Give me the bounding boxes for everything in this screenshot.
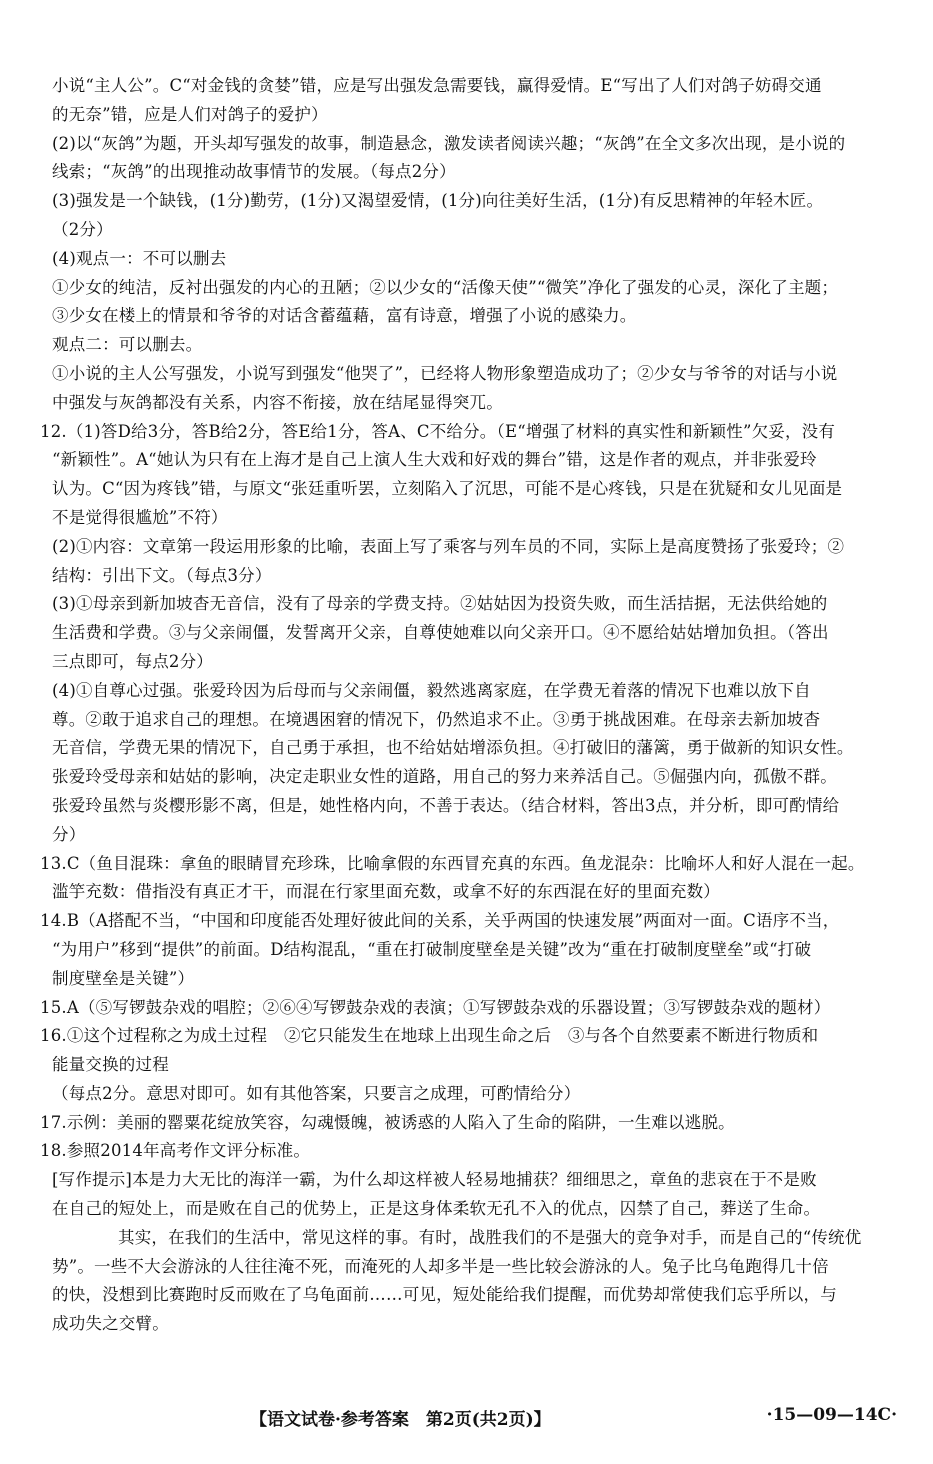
- text-line: 分）: [52, 824, 86, 844]
- text-line: （每点2分。意思对即可。如有其他答案，只要言之成理，可酌情给分）: [52, 1083, 581, 1103]
- text-line: 三点即可，每点2分）: [52, 651, 213, 671]
- text-line: 无音信，学费无果的情况下，自己勇于承担，也不给姑姑增添负担。④打破旧的藩篱，勇于做新的知识女性。: [52, 738, 854, 758]
- text-line: 势”。一些不大会游泳的人往往淹不死，而淹死的人却多半是一些比较会游泳的人。兔子比乌龟跑得几十倍: [52, 1256, 829, 1276]
- text-line: 尊。②敢于追求自己的理想。在境遇困窘的情况下，仍然追求不止。③勇于挑战困难。在母亲去新加坡杳: [52, 709, 821, 729]
- text-line: (2)①内容：文章第一段运用形象的比喻，表面上写了乘客与列车员的不同，实际上是高度赞扬了张爱玲；②: [52, 536, 845, 556]
- footer-code: ·15—09—14C·: [766, 1405, 897, 1425]
- text-line: 的无奈”错，应是人们对鸽子的爱护）: [52, 104, 328, 124]
- text-line: 成功失之交臂。: [52, 1314, 169, 1334]
- text-line: 中强发与灰鸽都没有关系，内容不衔接，放在结尾显得突兀。: [52, 392, 503, 412]
- text-line: 18.参照2014年高考作文评分标准。: [40, 1141, 311, 1161]
- text-line: 制度壁垒是关键”）: [52, 968, 195, 988]
- text-line: (2)以“灰鸽”为题，开头却写强发的故事，制造悬念，激发读者阅读兴趣；“灰鸽”在全文多次出现，是小说的: [52, 133, 846, 153]
- text-line: ①小说的主人公写强发，小说写到强发“他哭了”，已经将人物形象塑造成功了；②少女与爷爷的对话与小说: [52, 363, 838, 383]
- text-line: 13.C（鱼目混珠：拿鱼的眼睛冒充珍珠，比喻拿假的东西冒充真的东西。鱼龙混杂：比喻坏人和好人混在一起。: [40, 853, 865, 873]
- text-line: 认为。C“因为疼钱”错，与原文“张廷重听罢，立刻陷入了沉思，可能不是心疼钱，只是在犹疑和女儿见面是: [52, 479, 843, 499]
- text-line: （2分）: [52, 219, 113, 239]
- text-line: 结构：引出下文。（每点3分）: [52, 565, 272, 585]
- text-line: 在自己的短处上，而是败在自己的优势上，正是这身体柔软无孔不入的优点，囚禁了自己，葬送了生命。: [52, 1199, 821, 1219]
- text-line: 生活费和学费。③与父亲闹僵，发誓离开父亲，自尊使她难以向父亲开口。④不愿给姑姑增加负担。（答出: [52, 623, 829, 643]
- text-line: ①少女的纯洁，反衬出强发的内心的丑陋；②以少女的“活像天使”“微笑”净化了强发的心灵，深化了主题；: [52, 277, 839, 297]
- text-line: 观点二：可以删去。: [52, 335, 203, 355]
- text-line: 能量交换的过程: [52, 1055, 169, 1075]
- text-line: 16.①这个过程称之为成土过程 ②它只能发生在地球上出现生命之后 ③与各个自然要素不断进行物质和: [40, 1026, 819, 1046]
- text-line: 线索；“灰鸽”的出现推动故事情节的发展。（每点2分）: [52, 162, 456, 182]
- text-line: 张爱玲虽然与炎樱形影不离，但是，她性格内向，不善于表达。（结合材料，答出3点，并分析，即可酌情给: [52, 795, 840, 815]
- text-line: 的快，没想到比赛跑时反而败在了乌龟面前……可见，短处能给我们提醒，而优势却常使我们忘乎所以，与: [52, 1285, 837, 1305]
- text-line: (4)①自尊心过强。张爱玲因为后母而与父亲闹僵，毅然逃离家庭，在学费无着落的情况下也难以放下自: [52, 680, 811, 700]
- text-line: (4)观点一：不可以删去: [52, 248, 227, 268]
- text-line: 15.A（⑤写锣鼓杂戏的唱腔；②⑥④写锣鼓杂戏的表演；①写锣鼓杂戏的乐器设置；③写锣鼓杂戏的题材）: [40, 997, 831, 1017]
- text-line: “为用户”移到“提供”的前面。D结构混乱，“重在打破制度壁垒是关键”改为“重在打破制度壁垒”或“打破: [52, 939, 812, 959]
- text-line: (3)强发是一个缺钱，(1分)勤劳，(1分)又渴望爱情，(1分)向往美好生活，(1分)有反思精神的年轻木匠。: [52, 191, 824, 211]
- text-line: 17.示例：美丽的罂粟花绽放笑容，勾魂慑魄，被诱惑的人陷入了生命的陷阱，一生难以逃脱。: [40, 1112, 735, 1132]
- text-line: 12.（1)答D给3分，答B给2分，答E给1分，答A、C不给分。（E“增强了材料的真实性和新颖性”欠妥，没有: [40, 421, 836, 441]
- text-line: ③少女在楼上的情景和爷爷的对话含蓄蕴藉，富有诗意，增强了小说的感染力。: [52, 306, 637, 326]
- text-line: (3)①母亲到新加坡杳无音信，没有了母亲的学费支持。②姑姑因为投资失败，而生活拮据，无法供给她的: [52, 594, 828, 614]
- text-line: “新颖性”。A“她认为只有在上海才是自己上演人生大戏和好戏的舞台”错，这是作者的观点，并非张爱玲: [52, 450, 817, 470]
- text-line: [写作提示]本是力大无比的海洋一霸，为什么却这样被人轻易地捕获？细细思之，章鱼的悲哀在于不是败: [52, 1170, 817, 1190]
- text-line: 其实，在我们的生活中，常见这样的事。有时，战胜我们的不是强大的竞争对手，而是自己的“传统优: [118, 1227, 862, 1247]
- text-line: 14.B（A搭配不当，“中国和印度能否处理好彼此间的关系，关乎两国的快速发展”两面对一面。C语序不当，: [40, 911, 840, 931]
- text-line: 不是觉得很尴尬”不符）: [52, 507, 228, 527]
- answer-text: [40, 72, 893, 1339]
- text-line: 小说“主人公”。C“对金钱的贪婪”错，应是写出强发急需要钱，赢得爱情。E“写出了人们对鸽子妨碍交通: [52, 76, 822, 95]
- text-line: 滥竽充数：借指没有真正才干，而混在行家里面充数，或拿不好的东西混在好的里面充数）: [52, 882, 720, 902]
- footer: [0, 1403, 933, 1433]
- footer-title: 【语文试卷·参考答案 第2页(共2页)】: [250, 1410, 551, 1430]
- text-line: 张爱玲受母亲和姑姑的影响，决定走职业女性的道路，用自己的努力来养活自己。⑤倔强内向，孤傲不群。: [52, 767, 837, 787]
